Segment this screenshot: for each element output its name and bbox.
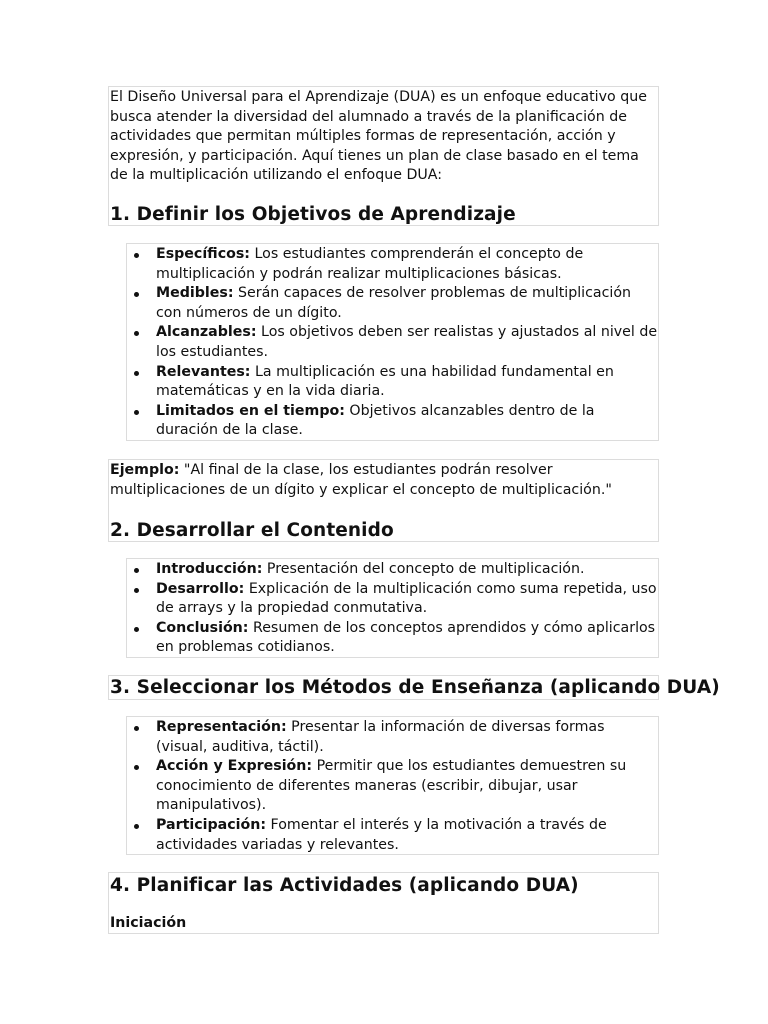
example-text: "Al final de la clase, los estudiantes podrán resolver multiplicaciones de un dígito y explicar el concepto de multiplicación." (110, 462, 612, 498)
section4-subheading: Iniciación (110, 915, 187, 931)
list-item (128, 757, 658, 816)
item-text: Resumen de los conceptos aprendidos y cómo aplicarlos en problemas cotidianos. (156, 619, 656, 656)
list-item (128, 402, 658, 441)
methods-list (128, 718, 658, 855)
item-text: Fomentar el interés y la motivación a través de actividades variadas y relevantes. (156, 816, 607, 853)
list-item (128, 363, 658, 402)
item-term: Alcanzables: (156, 324, 257, 341)
item-term: Conclusión: (156, 619, 249, 636)
item-term: Específicos: (156, 246, 250, 262)
item-text: Objetivos alcanzables dentro de la duración de la clase. (156, 402, 595, 439)
example-term: Ejemplo: (110, 462, 180, 478)
item-term: Introducción: (156, 561, 263, 577)
list-item (128, 580, 658, 619)
list-item (128, 323, 658, 362)
list-item (128, 718, 658, 757)
item-text: La multiplicación es una habilidad fundamental en matemáticas y en la vida diaria. (156, 363, 614, 400)
content-list (128, 560, 658, 658)
item-term: Limitados en el tiempo: (156, 402, 345, 419)
section1-heading: 1. Definir los Objetivos de Aprendizaje (110, 204, 516, 225)
intro-paragraph: El Diseño Universal para el Aprendizaje (DUA) es un enfoque educativo que busca atender la diversidad del alumnado a través de la planificación de actividades que permitan múltiples formas de representación, acción y expresión, y participación. Aquí tienes un plan de clase basado en el tema de la multiplicación utilizando el enfoque DUA: (110, 89, 647, 184)
item-term: Representación: (156, 719, 287, 735)
section2-heading: 2. Desarrollar el Contenido (110, 520, 394, 541)
section3-heading: 3. Seleccionar los Métodos de Enseñanza (aplicando DUA) (110, 677, 720, 698)
item-term: Acción y Expresión: (156, 758, 313, 775)
item-text: Los objetivos deben ser realistas y ajustados al nivel de los estudiantes. (156, 324, 658, 360)
item-text: Presentar la información de diversas formas (visual, auditiva, táctil). (156, 719, 605, 755)
section4-heading: 4. Planificar las Actividades (aplicando DUA) (110, 875, 579, 896)
list-item (128, 816, 658, 855)
item-text: Presentación del concepto de multiplicación. (262, 561, 585, 577)
item-text: Los estudiantes comprenderán el concepto de multiplicación y podrán realizar multiplicaciones básicas. (156, 246, 584, 282)
example-paragraph (110, 461, 660, 500)
item-term: Desarrollo: (156, 580, 245, 597)
list-item (128, 245, 658, 284)
item-term: Participación: (156, 816, 267, 833)
list-item (128, 284, 658, 323)
item-text: Serán capaces de resolver problemas de multiplicación con números de un dígito. (156, 285, 632, 321)
item-text: Permitir que los estudiantes demuestren su conocimiento de diferentes maneras (escribir, dibujar, usar manipulativos). (156, 758, 627, 814)
list-item (128, 619, 658, 658)
objectives-list (128, 245, 658, 441)
item-term: Relevantes: (156, 363, 251, 380)
list-item (128, 560, 658, 580)
item-term: Medibles: (156, 285, 234, 302)
item-text: Explicación de la multiplicación como suma repetida, uso de arrays y la propiedad conmutativa. (156, 580, 657, 617)
